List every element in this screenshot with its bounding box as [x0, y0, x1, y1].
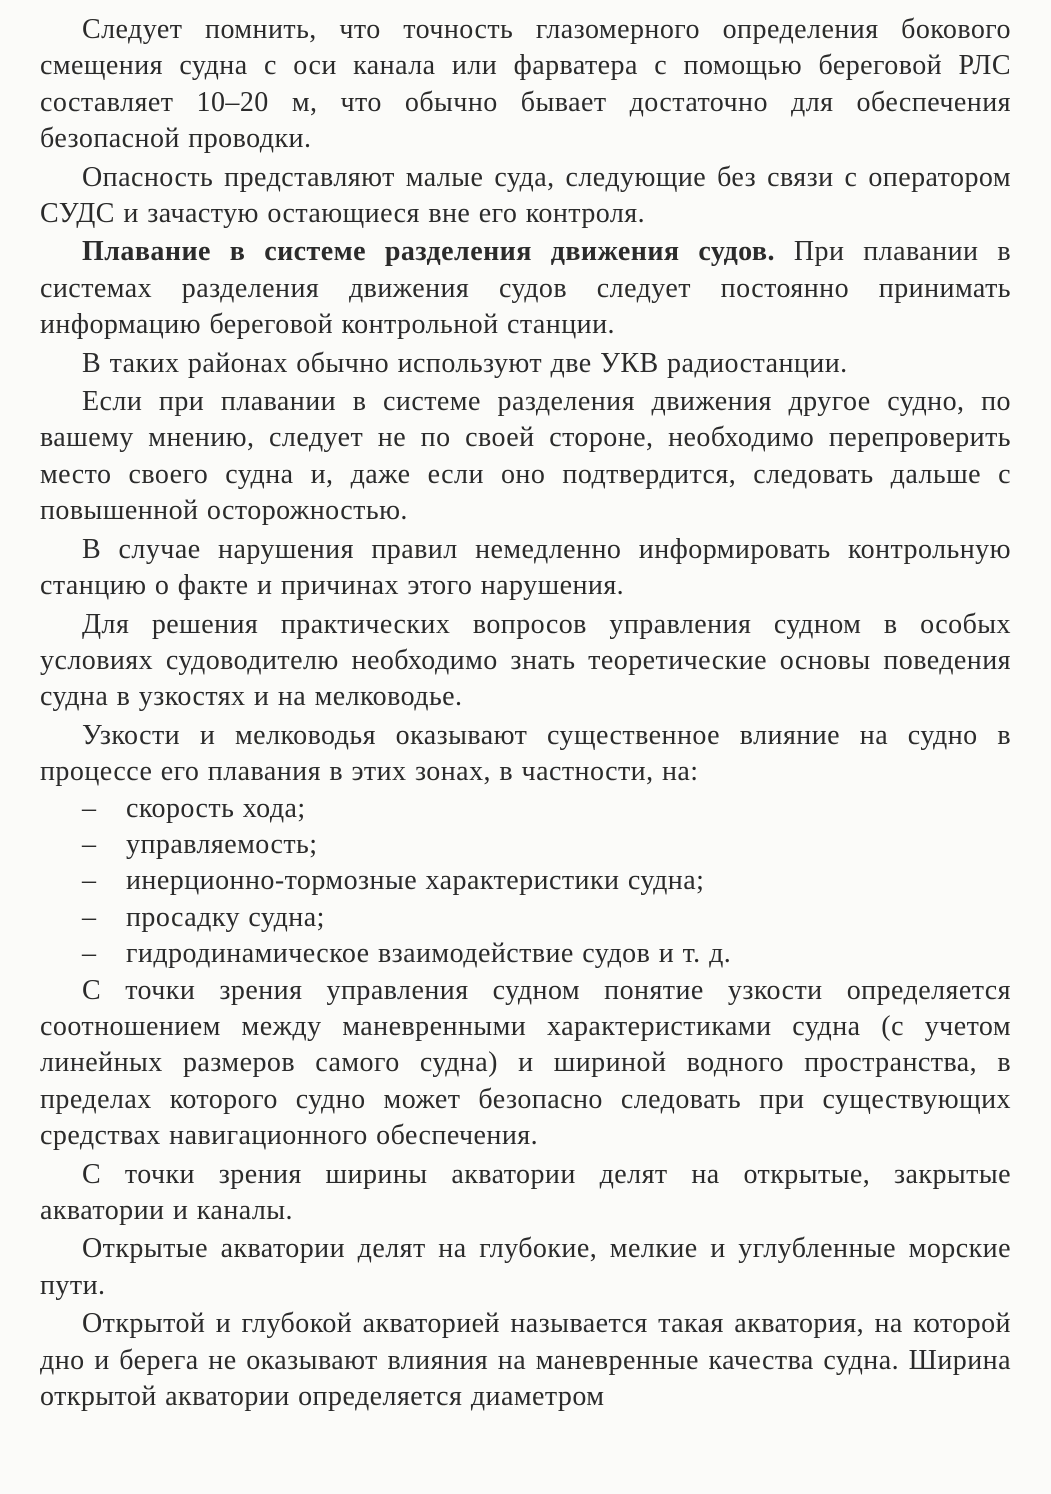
- list-item: [40, 791, 1011, 827]
- paragraph-other-vessel: Если при плавании в системе разделения движения другое судно, по вашему мнению, следует не по своей стороне, необходимо перепроверить место своего судна и, даже если оно подтвердится, следовать дальше с повышенной осторожностью.: [40, 386, 1011, 527]
- list-item-text: управляемость;: [126, 828, 318, 860]
- paragraph-open-deep-water: Открытой и глубокой акваторией называется такая акватория, на которой дно и берега не оказывают влияния на маневренные качества судна. Ширина открытой акватории определяется диаметром: [40, 1308, 1011, 1413]
- list-item-text: скорость хода;: [126, 792, 306, 824]
- paragraph-water-area-types: С точки зрения ширины акватории делят на открытые, закрытые акватории и каналы.: [40, 1158, 1011, 1226]
- paragraph-influence: Узкости и мелководья оказывают существенное влияние на судно в процессе его плавания в этих зонах, в частности, на:: [40, 719, 1011, 788]
- list-bullet: –: [82, 901, 97, 933]
- list-bullet: –: [82, 938, 97, 970]
- list-item: [40, 863, 1011, 899]
- section-text: При плавании в системах разделения движения судов следует постоянно принимать информацию береговой контрольной станции.: [40, 236, 1011, 341]
- paragraph-violation: В случае нарушения правил немедленно информировать контрольную станцию о факте и причинах этого нарушения.: [40, 533, 1011, 602]
- section-heading: Плавание в системе разделения движения судов.: [82, 236, 775, 268]
- list-item: [40, 900, 1011, 936]
- paragraph-vhf-radio: В таких районах обычно используют две УКВ радиостанции.: [82, 347, 848, 379]
- list-item-text: просадку судна;: [126, 901, 325, 933]
- page-body: [40, 12, 1011, 1415]
- list-bullet: –: [82, 828, 97, 860]
- paragraph-theory: Для решения практических вопросов управления судном в особых условиях судоводителю необходимо знать теоретические основы поведения судна в узкостях и на мелководье.: [40, 608, 1011, 713]
- list-bullet: –: [82, 865, 97, 897]
- paragraph-radar-accuracy: Следует помнить, что точность глазомерного определения бокового смещения судна с оси канала или фарватера с помощью береговой РЛС составляет 10–20 м, что обычно бывает достаточно для обеспечения безопасной проводки.: [40, 14, 1011, 155]
- list-item: [40, 936, 1011, 972]
- list-item-text: гидродинамическое взаимодействие судов и т. д.: [126, 938, 732, 970]
- list-item: [40, 827, 1011, 863]
- paragraph-small-vessels: Опасность представляют малые суда, следующие без связи с оператором СУДС и зачастую остающиеся вне его контроля.: [40, 161, 1011, 230]
- influence-list: [40, 791, 1011, 973]
- paragraph-traffic-separation: [40, 234, 1011, 343]
- list-item-text: инерционно-тормозные характеристики судна;: [126, 865, 705, 897]
- paragraph-narrows-definition: С точки зрения управления судном понятие узкости определяется соотношением между маневренными характеристиками судна (с учетом линейных размеров самого судна) и шириной водного пространства, в пределах которого судно может безопасно следовать при существующих средствах навигационного обеспечения.: [40, 974, 1011, 1152]
- paragraph-open-water-types: Открытые акватории делят на глубокие, мелкие и углубленные морские пути.: [40, 1233, 1011, 1301]
- list-bullet: –: [82, 792, 97, 824]
